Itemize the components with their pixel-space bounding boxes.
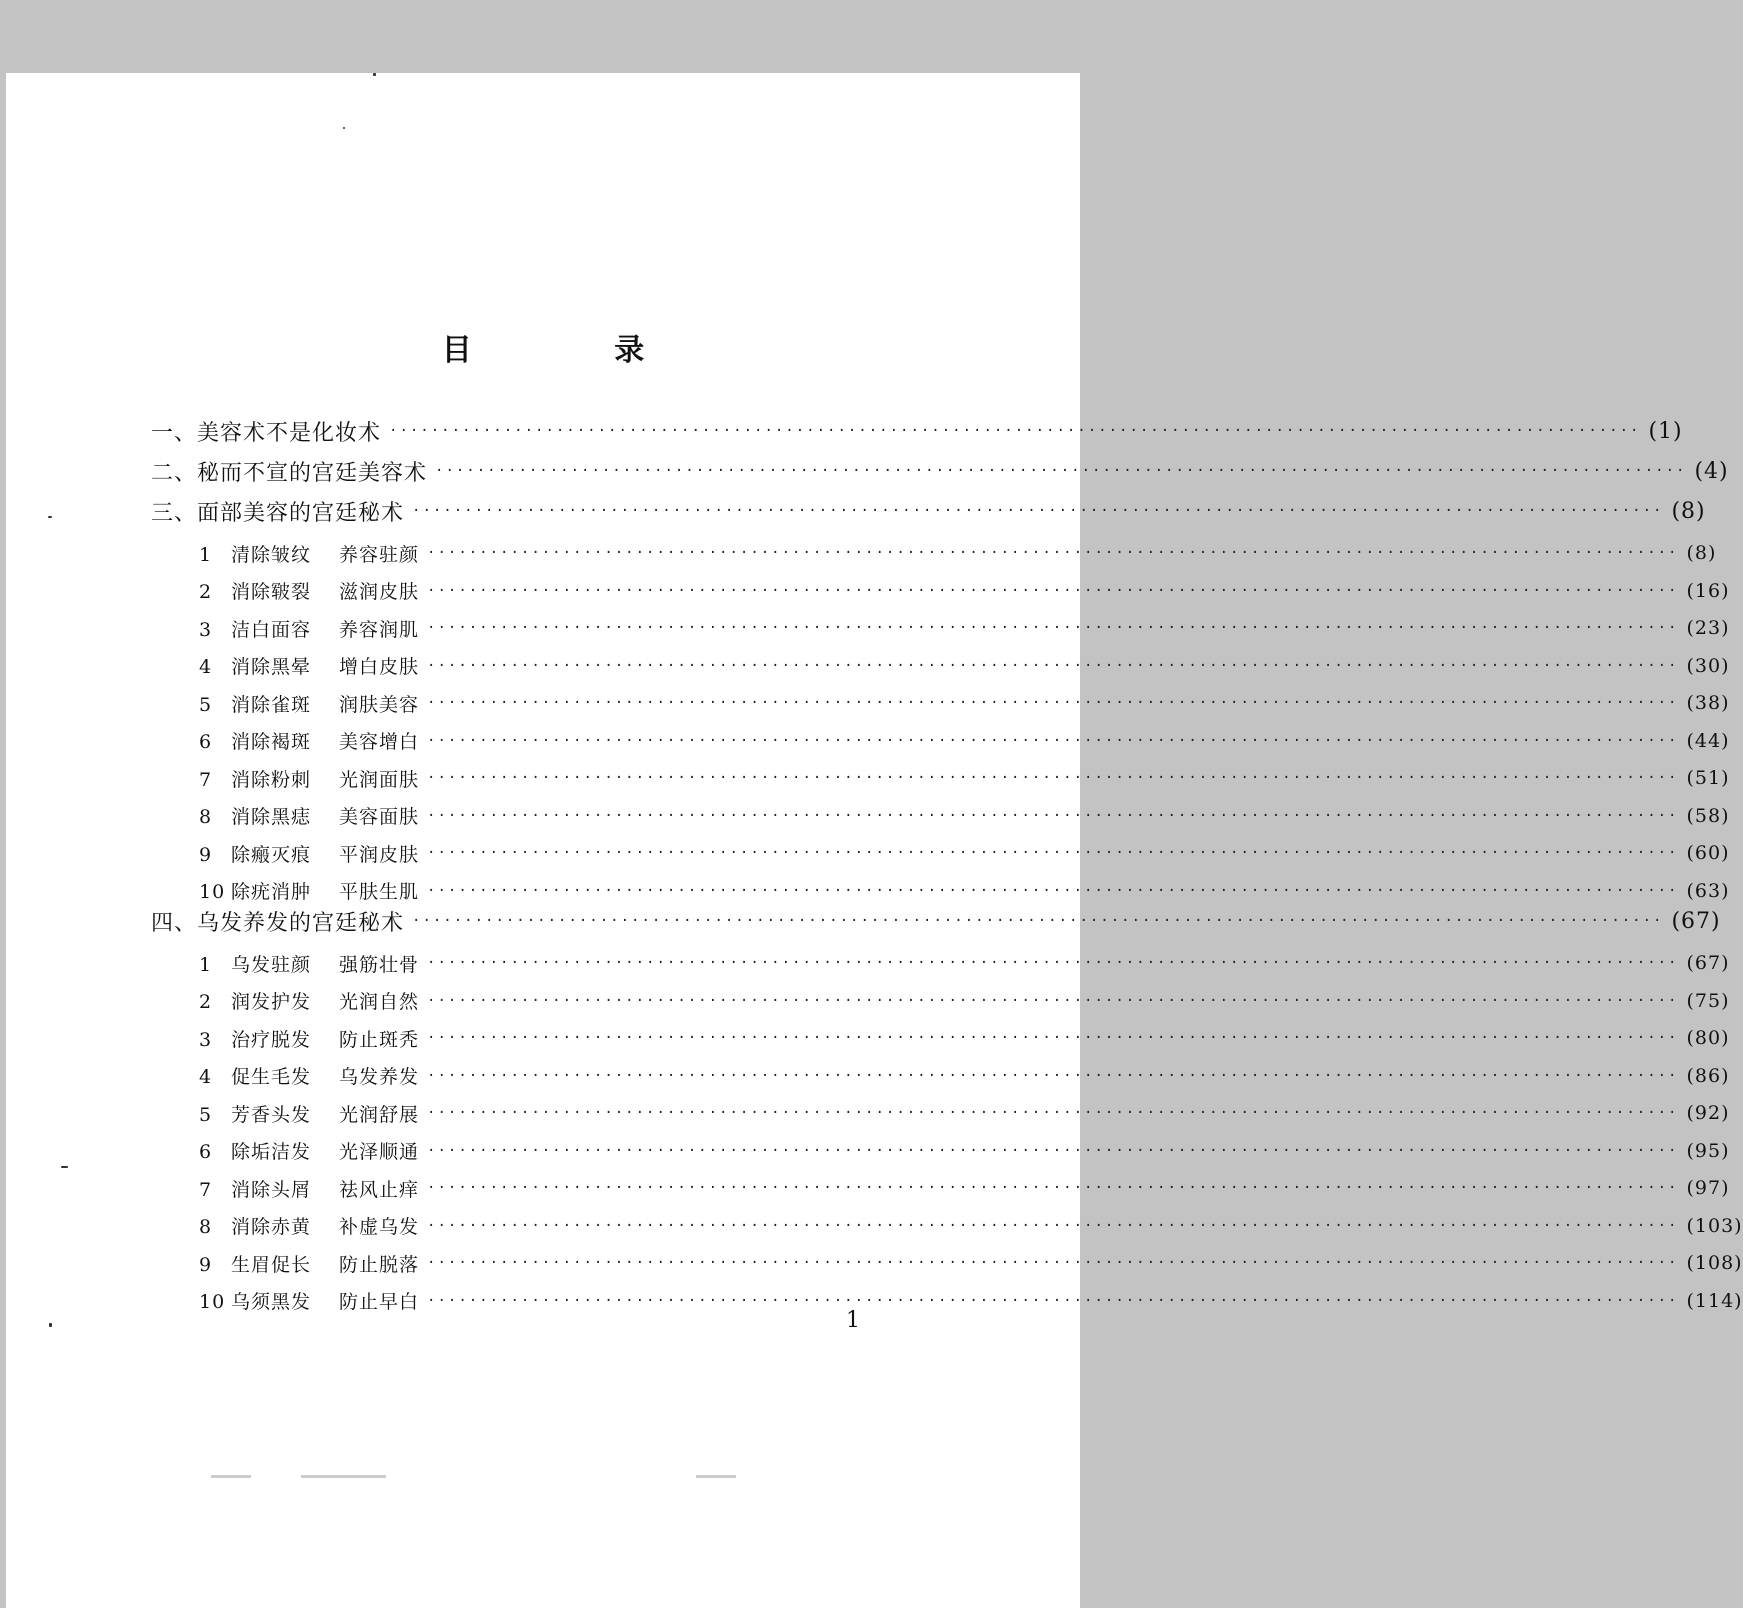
toc-entry-title-a: 洁白面容: [231, 618, 312, 641]
toc-entry-number: 10: [199, 1291, 226, 1313]
toc-entry-row[interactable]: [199, 760, 1730, 796]
toc-entry-label: [199, 652, 419, 679]
toc-page-ref: (103): [1686, 1214, 1743, 1237]
toc-leader-dots: ························································································································: [412, 913, 1664, 929]
toc-entry-title-a: 治疗脱发: [231, 1028, 312, 1051]
toc-page-ref: (8): [1671, 498, 1706, 524]
toc-entry-label: [199, 540, 419, 567]
toc-entry-title-b: 强筋壮骨: [339, 953, 420, 976]
toc-leader-dots: ························································································································: [427, 732, 1679, 749]
toc-page-ref: (80): [1686, 1027, 1730, 1049]
toc-entry-number: 5: [199, 693, 213, 716]
toc-entry-title-a: 乌发驻颜: [231, 953, 312, 976]
toc-entry-label: [199, 1212, 419, 1239]
toc-entry-title-b: 光润舒展: [339, 1103, 420, 1126]
toc-page-ref: (58): [1686, 804, 1730, 827]
toc-page-ref: (51): [1686, 767, 1730, 789]
toc-entry-title-a: 消除赤黄: [231, 1216, 312, 1238]
toc-leader-dots: ························································································································: [427, 1105, 1679, 1121]
toc-entry-title-b: 光润自然: [339, 991, 420, 1013]
toc-page-ref: (75): [1686, 989, 1730, 1012]
toc-entry-title-b: 光润面肤: [339, 768, 420, 791]
toc-page-ref: (67): [1671, 908, 1721, 934]
toc-entry-title-a: 促生毛发: [231, 1066, 312, 1088]
toc-leader-dots: ························································································································: [427, 1030, 1679, 1046]
toc-entry-title-b: 防止斑秃: [339, 1028, 420, 1051]
toc-entry-row[interactable]: [199, 1245, 1743, 1281]
toc-entry-title-b: 乌发养发: [339, 1066, 420, 1088]
toc-entry-title-a: 清除皱纹: [231, 543, 312, 566]
toc-leader-dots: ························································································································: [427, 620, 1679, 636]
toc-entry-title-a: 消除头屑: [231, 1178, 312, 1201]
toc-page-ref: (23): [1686, 617, 1730, 639]
toc-entry-row[interactable]: [199, 685, 1730, 721]
scan-speck: [373, 73, 376, 76]
toc-entry-title-b: 美容增白: [339, 731, 420, 753]
toc-section-row[interactable]: [151, 453, 1729, 489]
toc-page-ref: (63): [1686, 879, 1730, 902]
toc-leader-dots: ························································································································: [427, 582, 1679, 599]
toc-entry-row[interactable]: [199, 723, 1730, 759]
toc-leader-dots: ························································································································: [412, 503, 1664, 519]
toc-entry-title-b: 润肤美容: [339, 693, 420, 716]
toc-entry-row[interactable]: [199, 573, 1730, 609]
toc-entry-title-b: 养容驻颜: [339, 543, 420, 566]
toc-entry-label: [199, 690, 419, 717]
toc-leader-dots: ························································································································: [435, 463, 1687, 479]
toc-entry-number: 1: [199, 953, 213, 976]
toc-section-row[interactable]: [151, 903, 1721, 939]
toc-entry-title-a: 消除褐斑: [231, 731, 312, 753]
toc-leader-dots: ························································································································: [389, 423, 1641, 439]
toc-entry-title-b: 增白皮肤: [339, 656, 420, 678]
toc-section-label: 三、面部美容的宫廷秘术: [151, 500, 405, 526]
toc-leader-dots: ························································································································: [427, 1217, 1679, 1234]
toc-page-ref: (86): [1686, 1064, 1730, 1087]
toc-leader-dots: ························································································································: [427, 882, 1679, 899]
toc-entry-label: [199, 1137, 419, 1164]
toc-entry-number: 6: [199, 1141, 213, 1163]
toc-entry-label: [199, 1287, 419, 1314]
toc-entry-number: 7: [199, 768, 213, 791]
toc-entry-title-a: 芳香头发: [231, 1103, 312, 1126]
toc-entry-title-a: 乌须黑发: [231, 1291, 312, 1313]
toc-entry-row[interactable]: [199, 945, 1730, 981]
toc-page-ref: (16): [1686, 579, 1730, 602]
toc-entry-title-b: 滋润皮肤: [339, 581, 420, 603]
toc-page-ref: (95): [1686, 1139, 1730, 1162]
scan-speck: [61, 1166, 68, 1168]
toc-entry-label: [199, 987, 419, 1014]
toc-page-ref: (38): [1686, 692, 1730, 714]
toc-entry-number: 3: [199, 1028, 213, 1051]
toc-page-ref: (67): [1686, 952, 1730, 974]
toc-entry-label: [199, 615, 419, 642]
scan-speck: [49, 1323, 52, 1327]
toc-entry-label: [199, 802, 419, 829]
toc-entry-row[interactable]: [199, 1020, 1730, 1056]
toc-page-ref: (108): [1686, 1252, 1743, 1274]
toc-page-ref: (60): [1686, 842, 1730, 864]
toc-entry-title-a: 消除黑痣: [231, 806, 312, 828]
toc-entry-title-a: 消除粉刺: [231, 768, 312, 791]
toc-entry-title-a: 生眉促长: [231, 1253, 312, 1276]
toc-page-ref: (4): [1694, 458, 1729, 484]
toc-entry-title-a: 消除黑晕: [231, 656, 312, 678]
toc-entry-title-b: 平润皮肤: [339, 843, 420, 866]
document-page: [6, 73, 1743, 1608]
toc-leader-dots: ························································································································: [427, 955, 1679, 971]
toc-entry-number: 5: [199, 1103, 213, 1126]
toc-title: 目 录: [441, 333, 711, 368]
toc-leader-dots: ························································································································: [427, 1142, 1679, 1159]
toc-entry-label: [199, 1175, 419, 1202]
toc-leader-dots: ························································································································: [427, 1067, 1679, 1084]
toc-entry-label: [199, 950, 419, 977]
toc-entry-title-b: 防止早白: [339, 1291, 420, 1313]
toc-entry-title-b: 防止脱落: [339, 1253, 420, 1276]
toc-entry-label: [199, 840, 419, 867]
toc-entry-label: [199, 765, 419, 792]
toc-page-ref: (114): [1686, 1289, 1743, 1312]
toc-entry-label: [199, 877, 419, 904]
toc-leader-dots: ························································································································: [427, 770, 1679, 786]
toc-entry-number: 7: [199, 1178, 213, 1201]
toc-page-ref: (1): [1648, 418, 1683, 444]
toc-entry-number: 4: [199, 656, 213, 678]
toc-entry-title-a: 除疣消肿: [231, 881, 312, 903]
toc-entry-number: 2: [199, 991, 213, 1013]
toc-entry-title-b: 光泽顺通: [339, 1141, 420, 1163]
toc-entry-row[interactable]: [199, 1208, 1743, 1244]
toc-leader-dots: ························································································································: [427, 845, 1679, 861]
scan-noise: [696, 1475, 736, 1478]
toc-entry-number: 10: [199, 881, 226, 903]
toc-entry-label: [199, 1025, 419, 1052]
toc-section-label: 二、秘而不宣的宫廷美容术: [151, 460, 428, 486]
toc-entry-title-a: 消除皲裂: [231, 581, 312, 603]
toc-entry-number: 9: [199, 843, 213, 866]
toc-entry-number: 2: [199, 581, 213, 603]
toc-entry-row[interactable]: [199, 1170, 1730, 1206]
toc-entry-title-b: 养容润肌: [339, 618, 420, 641]
toc-entry-title-b: 美容面肤: [339, 806, 420, 828]
toc-entry-row[interactable]: [199, 1133, 1730, 1169]
toc-entry-label: [199, 1100, 419, 1127]
toc-entry-number: 9: [199, 1253, 213, 1276]
toc-leader-dots: ························································································································: [427, 992, 1679, 1009]
toc-page-ref: (8): [1686, 542, 1717, 564]
toc-entry-row[interactable]: [199, 1095, 1730, 1131]
toc-leader-dots: ························································································································: [427, 1292, 1679, 1309]
toc-entry-row[interactable]: [199, 535, 1717, 571]
toc-section-label: 四、乌发养发的宫廷秘术: [151, 910, 405, 936]
toc-entry-number: 8: [199, 806, 213, 828]
toc-entry-row[interactable]: [199, 610, 1730, 646]
viewer-top-bar: [0, 0, 1080, 73]
toc-page-ref: (97): [1686, 1177, 1730, 1199]
toc-leader-dots: ························································································································: [427, 545, 1679, 561]
toc-section-row[interactable]: [151, 493, 1706, 529]
toc-entry-row[interactable]: [199, 798, 1730, 834]
toc-entry-title-a: 润发护发: [231, 991, 312, 1013]
toc-entry-label: [199, 727, 419, 754]
toc-entry-number: 6: [199, 731, 213, 753]
toc-leader-dots: ························································································································: [427, 1180, 1679, 1196]
toc-entry-title-a: 消除雀斑: [231, 693, 312, 716]
toc-entry-number: 4: [199, 1066, 213, 1088]
toc-entry-row[interactable]: [199, 1058, 1730, 1094]
toc-entry-row[interactable]: [199, 983, 1730, 1019]
scan-noise: [301, 1475, 386, 1478]
toc-entry-number: 3: [199, 618, 213, 641]
toc-leader-dots: ························································································································: [427, 807, 1679, 824]
toc-entry-row[interactable]: [199, 1283, 1743, 1319]
page-number: 1: [846, 1308, 860, 1333]
toc-entry-title-b: 补虚乌发: [339, 1216, 420, 1238]
toc-leader-dots: ························································································································: [427, 695, 1679, 711]
toc-entry-title-a: 除垢洁发: [231, 1141, 312, 1163]
toc-entry-title-a: 除瘢灭痕: [231, 843, 312, 866]
toc-leader-dots: ························································································································: [427, 657, 1679, 674]
toc-entry-row[interactable]: [199, 648, 1730, 684]
toc-entry-number: 8: [199, 1216, 213, 1238]
scan-noise: [211, 1475, 251, 1478]
toc-section-label: 一、美容术不是化妆术: [151, 420, 382, 446]
toc-entry-title-b: 平肤生肌: [339, 881, 420, 903]
toc-page-ref: (30): [1686, 654, 1730, 677]
toc-leader-dots: ························································································································: [427, 1255, 1679, 1271]
toc-entry-label: [199, 577, 419, 604]
toc-entry-number: 1: [199, 543, 213, 566]
scan-speck: [48, 516, 52, 518]
toc-entry-label: [199, 1062, 419, 1089]
toc-entry-title-b: 祛风止痒: [339, 1178, 420, 1201]
toc-page-ref: (92): [1686, 1102, 1730, 1124]
toc-section-row[interactable]: [151, 413, 1683, 449]
scan-speck: [343, 127, 345, 129]
toc-entry-label: [199, 1250, 419, 1277]
toc-entry-row[interactable]: [199, 835, 1730, 871]
toc-page-ref: (44): [1686, 729, 1730, 752]
